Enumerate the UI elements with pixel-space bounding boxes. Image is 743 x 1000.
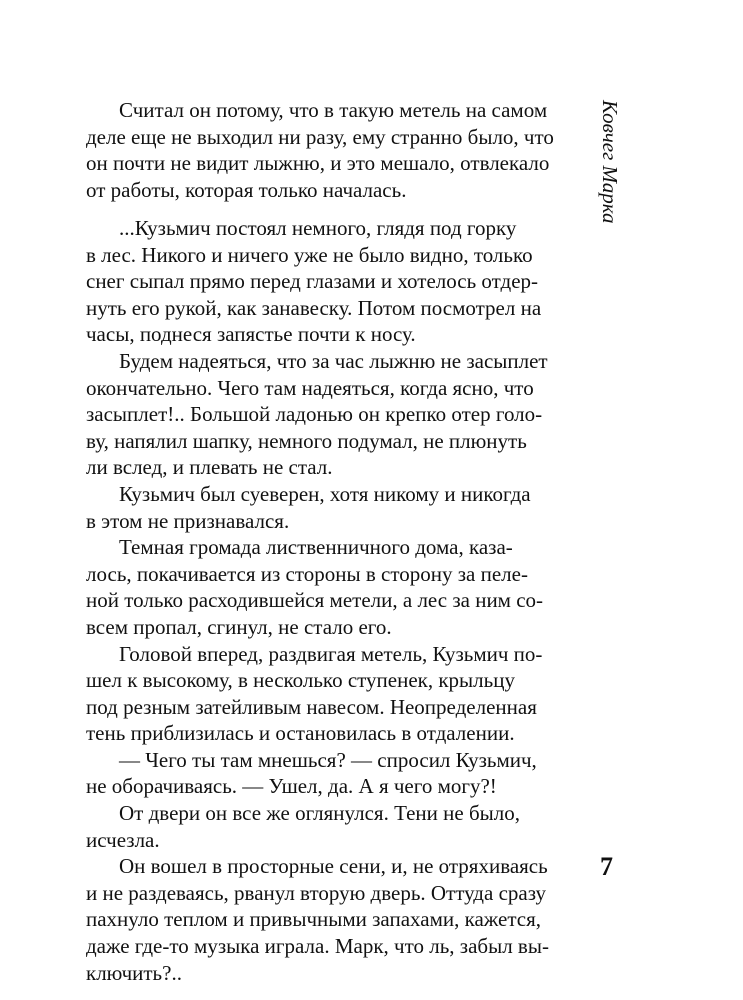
paragraph: От двери он все же оглянулся. Тени не было, исчезла. <box>86 801 520 852</box>
main-text-block <box>86 215 560 986</box>
paragraph: Считал он потому, что в такую метель на самом деле еще не выходил ни разу, ему странно было, что он почти не видит лыжню, и это мешало, отвлекало от работы, которая только началась. <box>86 98 554 202</box>
running-head: Ковчег Марка <box>598 100 622 224</box>
paragraph: Будем надеяться, что за час лыжню не засыплет окончательно. Чего там надеяться, когда ясно, что засыплет!.. Большой ладонью он крепко отер голо- ву, напялил шапку, немного подумал, не плюнуть ли вслед, и плевать не стал. <box>86 348 548 480</box>
paragraph: Кузьмич был суеверен, хотя никому и никогда в этом не признавался. <box>86 481 531 533</box>
paragraph: ...Кузьмич постоял немного, глядя под горку в лес. Никого и ничего уже не было видно, только снег сыпал прямо перед глазами и хотелось отдер- нуть его рукой, как занавеску. Потом посмотрел на часы, поднеся запястье почти к носу. <box>86 216 542 347</box>
paragraph: Темная громада лиственничного дома, каза- лось, покачивается из стороны в сторону за пеле- ной только расходившейся метели, а лес за ним со- всем пропал, сгинул, не стало его. <box>86 535 544 639</box>
paragraph: Головой вперед, раздвигая метель, Кузьмич по- шел к высокому, в несколько ступенек, крыльцу под резным затейливым навесом. Неопределенная тень приблизилась и остановилась в отдалении. <box>86 641 543 746</box>
paragraph: Он вошел в просторные сени, и, не отряхиваясь и не раздеваясь, рванул вторую дверь. Оттуда сразу пахнуло теплом и привычными запахами, кажется, даже где-то музыка играла. Марк, что ль, забыл вы- ключить?.. <box>86 854 549 985</box>
page-number: 7 <box>600 852 613 881</box>
paragraph: — Чего ты там мнешься? — спросил Кузьмич, не оборачиваясь. — Ушел, да. А я чего могу?! <box>86 747 537 799</box>
opening-paragraph-block <box>86 97 560 203</box>
